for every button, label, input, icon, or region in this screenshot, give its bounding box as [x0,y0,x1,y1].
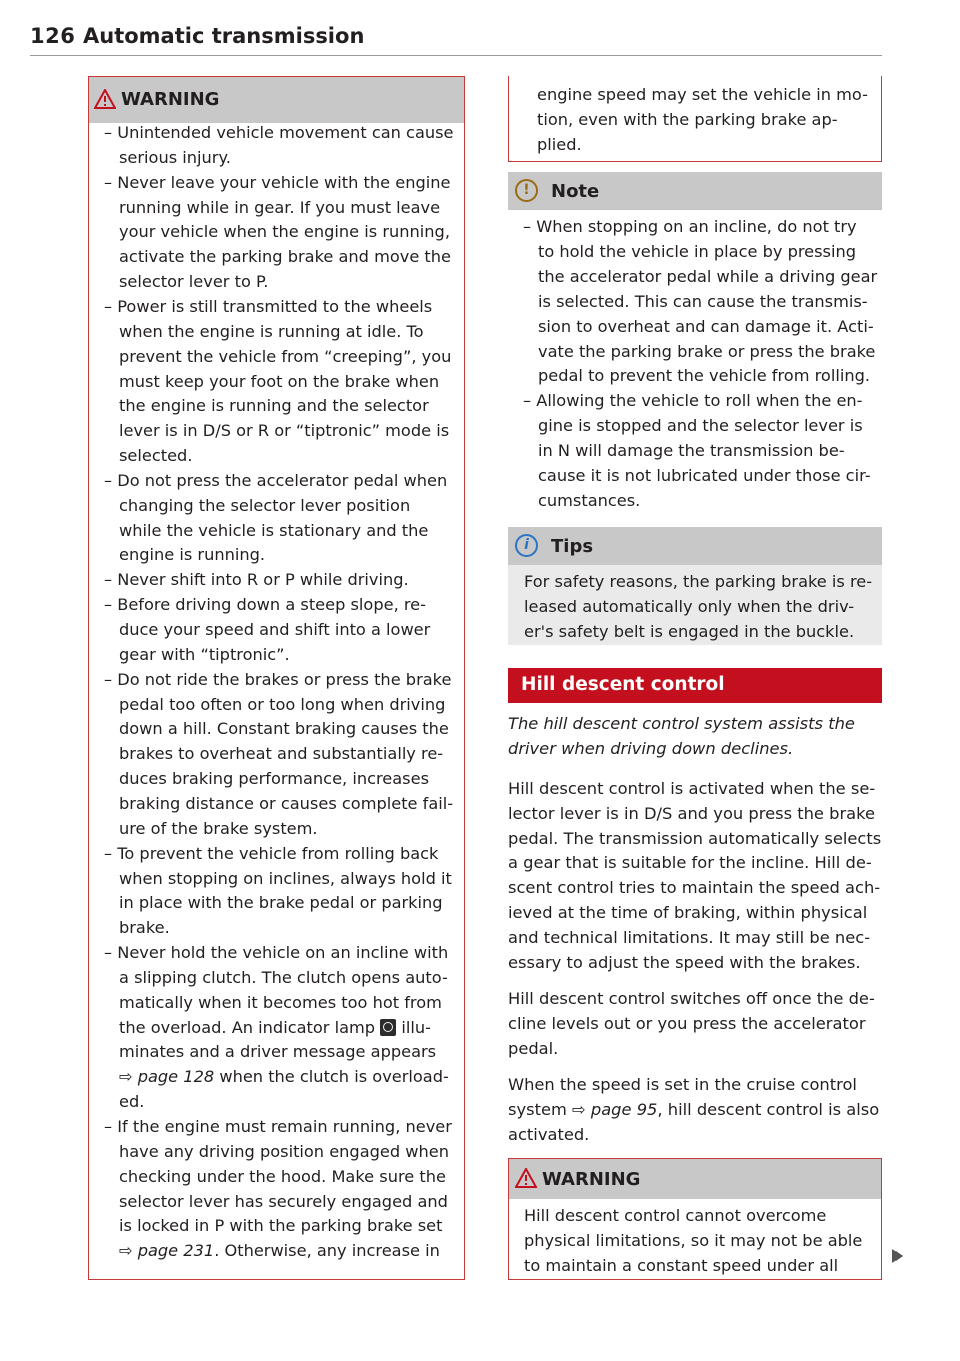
note-text-line: vate the parking brake or press the brake [538,341,876,361]
note-text-line: in N will damage the transmission be- [538,441,845,461]
note-label: Note [551,181,600,202]
warning-text-line: braking distance or causes complete fail- [119,793,454,813]
warning-text-line: – Do not press the accelerator pedal when [104,470,448,490]
lamp-text-after: illu- [401,1017,431,1037]
warning-text-line: – Never leave your vehicle with the engine [104,172,451,192]
warning-triangle-icon [94,89,116,109]
warning-text-line: – Unintended vehicle movement can cause [104,123,454,142]
warning-text-line: selector lever to P. [119,272,269,292]
warning-text-line: – Never shift into R or P while driving. [104,570,409,590]
tips-text-line: For safety reasons, the parking brake is re- [524,572,873,591]
warning-text-line [119,1015,431,1040]
tips-label: Tips [551,536,594,557]
para-text: system [508,1100,573,1119]
warning-text-line: – Power is still transmitted to the wheels [104,296,433,316]
indicator-lamp-icon [380,1019,396,1036]
paragraph-line: Hill descent control switches off once the de- [508,989,875,1008]
warning-text-line: – Do not ride the brakes or press the brake [104,669,452,689]
warning-text-line [119,1064,449,1089]
warning-text-line: – To prevent the vehicle from rolling back [104,843,439,863]
warning-text-line: ure of the brake system. [119,818,318,838]
lamp-text-before: the overload. An indicator lamp [119,1017,376,1037]
paragraph-line: ieved at the time of braking, within physical [508,903,868,922]
note-text-line: is selected. This can cause the transmis- [538,291,868,311]
page-reference-link[interactable]: ⇨ page 95 [572,1100,658,1119]
tips-header [508,527,882,565]
warning-header [89,77,464,123]
note-text-line: gine is stopped and the selector lever is [538,416,863,436]
warning-text-line: running while in gear. If you must leave [119,197,441,217]
page-reference-link[interactable]: ⇨ page 231 [119,1241,215,1261]
paragraph-line: activated. [508,1125,590,1144]
section-intro-line: driver when driving down declines. [508,739,794,758]
paragraph-line: pedal. The transmission automatically selects [508,828,882,848]
ref-trailing-text: . Otherwise, any increase in [214,1241,440,1261]
warning-text-line: duces braking performance, increases [119,769,429,789]
tips-text-line: er's safety belt is engaged in the buckle. [524,622,855,641]
warning-continuation-line: plied. [537,135,582,154]
note-text-line: the accelerator pedal while a driving gear [538,266,878,286]
note-text-line: cause it is not lubricated under those cir- [538,466,871,485]
note-exclamation-icon: ! [515,179,538,202]
warning-text-line: ed. [119,1092,145,1112]
warning-text-line: down a hill. Constant braking causes the [119,719,449,739]
warning-text-line: in place with the brake pedal or parking [119,893,443,913]
warning-text-line: checking under the hood. Make sure the [119,1166,446,1186]
warning-label-right: WARNING [542,1169,641,1190]
paragraph-line [508,1097,879,1122]
warning-continuation-line: tion, even with the parking brake ap- [537,110,838,129]
warning-text-line: while the vehicle is stationary and the [119,520,429,540]
warning-text-line: brake. [119,918,170,938]
warning-text-line: when stopping on inclines, always hold it [119,868,452,888]
note-text-line: – Allowing the vehicle to roll when the en- [523,391,863,411]
paragraph-line: essary to adjust the speed with the brakes. [508,952,861,972]
page-reference-link[interactable]: ⇨ page 128 [119,1067,215,1087]
note-text-line: – When stopping on an incline, do not try [523,217,857,236]
warning-text-line: have any driving position engaged when [119,1141,450,1161]
warning-label: WARNING [121,89,220,110]
page-header [30,22,882,56]
note-text-line: cumstances. [538,490,641,510]
warning-text-line: lever is in D/S or R or “tiptronic” mode is [119,421,450,441]
paragraph-line: scent control tries to maintain the speed ach- [508,878,881,898]
warning-triangle-icon [515,1168,537,1188]
section-title-bar [508,668,882,703]
warning-text-line: serious injury. [119,147,231,167]
warning-text-line: a slipping clutch. The clutch opens auto- [119,967,448,987]
warning-header-right [509,1159,881,1199]
warning-text-line: duce your speed and shift into a lower [119,620,431,639]
paragraph-line: and technical limitations. It may still be nec- [508,927,871,947]
warning-text-line: gear with “tiptronic”. [119,644,290,664]
warning-text-line: physical limitations, so it may not be able [524,1231,863,1250]
warning-text-line: is locked in P with the parking brake set [119,1216,443,1236]
paragraph-line: When the speed is set in the cruise control [508,1075,857,1094]
note-text-line: pedal to prevent the vehicle from rolling. [538,366,870,386]
warning-text-line [119,1238,440,1263]
page-title: Automatic transmission [83,24,365,48]
paragraph-line: cline levels out or you press the accelerator [508,1014,866,1033]
paragraph-line: a gear that is suitable for the incline. Hill de- [508,853,872,873]
warning-text-line: must keep your foot on the brake when [119,371,440,391]
para-text: , hill descent control is also [657,1100,880,1119]
warning-text-line: pedal too often or too long when driving [119,694,446,714]
section-intro-line: The hill descent control system assists the [508,714,855,733]
warning-text-line: – If the engine must remain running, never [104,1117,452,1136]
warning-text-line: – Before driving down a steep slope, re- [104,595,426,615]
note-text-line: to hold the vehicle in place by pressing [538,241,857,261]
warning-text-line: engine is running. [119,545,266,565]
warning-text-line: matically when it becomes too hot from [119,992,442,1012]
warning-text-line: the engine is running and the selector [119,396,429,416]
section-title: Hill descent control [521,674,725,695]
ref-trailing-text: when the clutch is overload- [214,1067,449,1087]
warning-text-line: selected. [119,446,193,466]
warning-text-line: when the engine is running at idle. To [119,321,424,341]
paragraph-line: Hill descent control is activated when the se- [508,779,876,798]
warning-text-line: – Never hold the vehicle on an incline with [104,943,449,963]
paragraph-line: lector lever is in D/S and you press the brake [508,803,875,823]
warning-text-line: prevent the vehicle from “creeping”, you [119,346,452,366]
tips-info-icon: i [515,534,538,557]
warning-text-line: minates and a driver message appears [119,1042,437,1062]
warning-text-line: your vehicle when the engine is running, [119,222,450,242]
note-header [508,172,882,210]
tips-text-line: leased automatically only when the driv- [524,597,855,616]
warning-text-line: selector lever has securely engaged and [119,1191,448,1211]
warning-text-line: activate the parking brake and move the [119,247,452,267]
continue-arrow-icon [892,1249,903,1263]
warning-text-line: brakes to overheat and substantially re- [119,744,444,764]
warning-text-line: to maintain a constant speed under all [524,1256,839,1275]
warning-continuation-line: engine speed may set the vehicle in mo- [537,85,868,104]
page-number: 126 [30,24,76,48]
paragraph-line: pedal. [508,1039,559,1058]
warning-text-line: Hill descent control cannot overcome [524,1206,827,1225]
note-text-line: sion to overheat and can damage it. Acti- [538,316,874,336]
warning-text-line: changing the selector lever position [119,495,411,515]
